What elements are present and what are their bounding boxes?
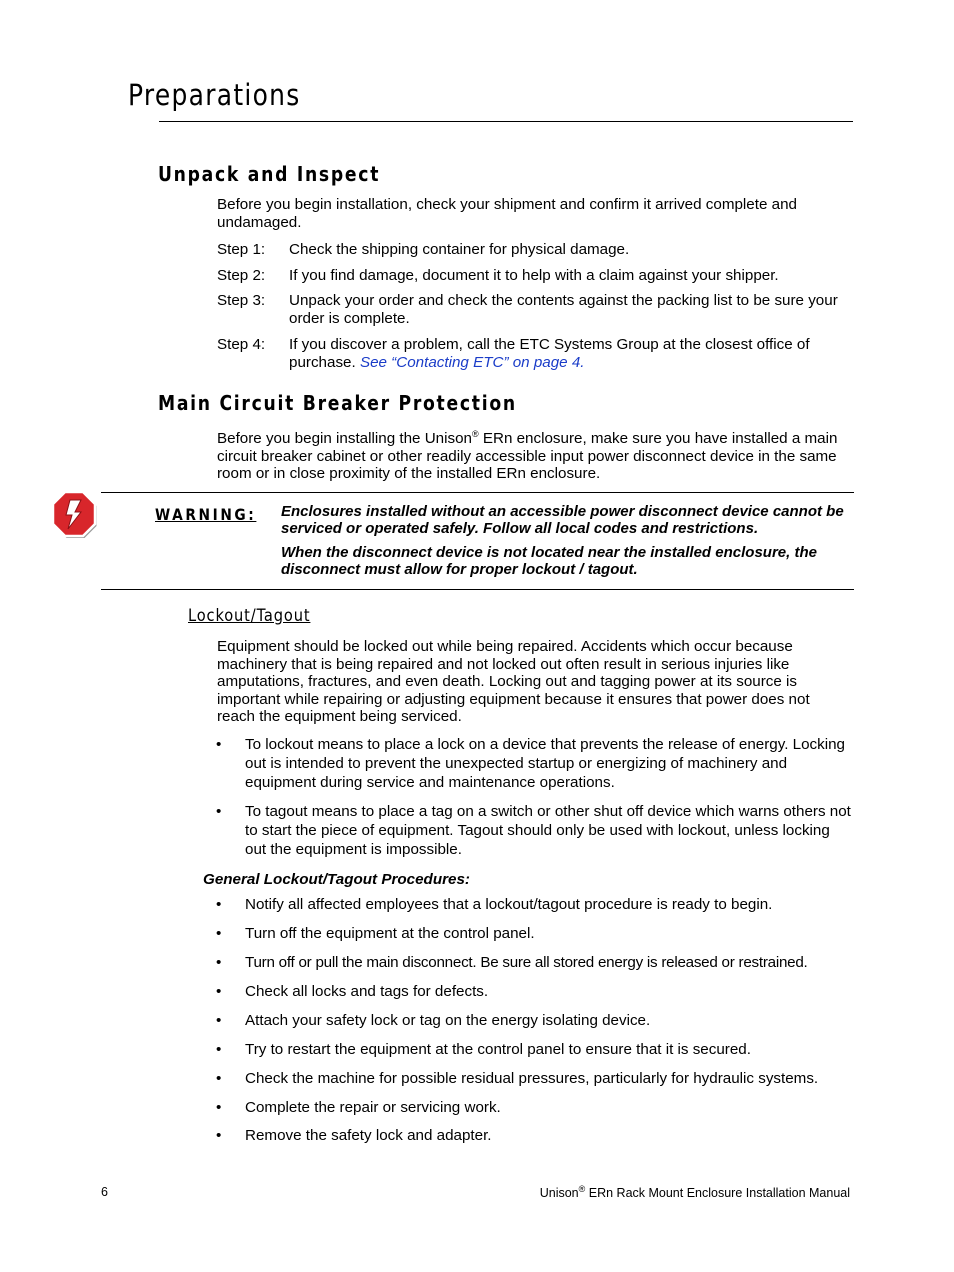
warning-top-rule: [101, 492, 854, 493]
bullet-icon: •: [216, 736, 222, 753]
step-3: [217, 292, 857, 327]
bullet-icon: •: [216, 925, 222, 942]
tagout-bullet: To tagout means to place a tag on a switch or other shut off device which warns others not to start the piece of equipment. Tagout should only be used with lockout, unless locking out the equipment is impossible.: [245, 803, 851, 858]
registered-mark: ®: [471, 429, 479, 439]
warning-bottom-rule: [101, 589, 854, 590]
step-text: Check the shipping container for physical damage.: [289, 241, 630, 258]
step-label: Step 3:: [217, 292, 266, 309]
footer-title-post: ERn Rack Mount Enclosure Installation Manual: [585, 1186, 850, 1201]
unpack-heading: Unpack and Inspect: [158, 162, 381, 186]
procedure-item: Turn off or pull the main disconnect. Be sure all stored energy is released or restrained.: [245, 954, 808, 971]
procedure-item: Try to restart the equipment at the control panel to ensure that it is secured.: [245, 1041, 751, 1058]
warning-label: WARNING:: [155, 505, 257, 524]
bullet-icon: •: [216, 983, 222, 1000]
step-text: Unpack your order and check the contents against the packing list to be sure your order is complete.: [289, 292, 838, 327]
bullet-icon: •: [216, 1099, 222, 1116]
procedure-item: Check the machine for possible residual pressures, particularly for hydraulic systems.: [245, 1070, 819, 1087]
bullet-icon: •: [216, 954, 222, 971]
step-label: Step 2:: [217, 267, 266, 284]
procedure-item: Complete the repair or servicing work.: [245, 1099, 501, 1116]
procedures-heading: General Lockout/Tagout Procedures:: [203, 871, 470, 888]
page-number: 6: [101, 1185, 108, 1199]
procedure-item: Attach your safety lock or tag on the energy isolating device.: [245, 1012, 651, 1029]
footer-title-pre: Unison: [539, 1186, 579, 1201]
step-2: [217, 267, 857, 285]
breaker-intro-post: ERn enclosure, make sure you have installed a main circuit breaker cabinet or other readily accessible input power disconnect device in the same room or in close proximity of the installed ERn enclosure.: [217, 430, 838, 483]
unpack-intro: Before you begin installation, check your shipment and confirm it arrived complete and undamaged.: [217, 196, 797, 231]
procedure-item: Check all locks and tags for defects.: [245, 983, 489, 1000]
step-1: [217, 241, 857, 259]
step-text-body: If you discover a problem, call the ETC Systems Group at the closest office of purchase.: [289, 336, 810, 371]
step-label: Step 1:: [217, 241, 266, 258]
bullet-icon: •: [216, 1070, 222, 1087]
procedure-item: Notify all affected employees that a lockout/tagout procedure is ready to begin.: [245, 896, 773, 913]
title-rule: [159, 121, 853, 122]
procedure-item: Turn off the equipment at the control panel.: [245, 925, 535, 942]
bullet-icon: •: [216, 1041, 222, 1058]
breaker-intro-pre: Before you begin installing the Unison: [217, 430, 472, 448]
lockout-heading: Lockout/Tagout: [188, 606, 311, 626]
bullet-icon: •: [216, 1012, 222, 1029]
contacting-etc-link[interactable]: See “Contacting ETC” on page 4.: [359, 353, 585, 371]
breaker-intro: [217, 426, 849, 483]
step-text: If you find damage, document it to help with a claim against your shipper.: [289, 267, 779, 284]
warning-text-2: When the disconnect device is not located near the installed enclosure, the disconnect must allow for proper lockout / tagout.: [281, 544, 817, 578]
page-title: Preparations: [128, 78, 301, 112]
bullet-icon: •: [216, 803, 222, 820]
warning-lightning-icon: [50, 489, 98, 539]
bullet-icon: •: [216, 896, 222, 913]
registered-mark: ®: [578, 1184, 586, 1194]
step-label: Step 4:: [217, 336, 266, 353]
step-text: [289, 336, 854, 371]
breaker-heading: Main Circuit Breaker Protection: [158, 391, 517, 415]
lockout-intro: Equipment should be locked out while being repaired. Accidents which occur because machinery that is being repaired and not locked out often result in serious injuries like amputations, fractures, and even death. Locking out and tagging power at its source is important while repairing or adjusting equipment because it ensures that power does not reach the equipment being serviced.: [217, 638, 810, 725]
footer-title: [540, 1184, 850, 1200]
bullet-icon: •: [216, 1127, 222, 1144]
warning-text-1: Enclosures installed without an accessible power disconnect device cannot be serviced or operated safely. Follow all local codes and restrictions.: [281, 503, 844, 537]
procedure-item: Remove the safety lock and adapter.: [245, 1127, 492, 1144]
lockout-bullet: To lockout means to place a lock on a device that prevents the release of energy. Locking out is intended to prevent the unexpected startup or energizing of machinery and equipment during service and maintenance operations.: [245, 736, 845, 791]
step-4: [217, 336, 857, 371]
